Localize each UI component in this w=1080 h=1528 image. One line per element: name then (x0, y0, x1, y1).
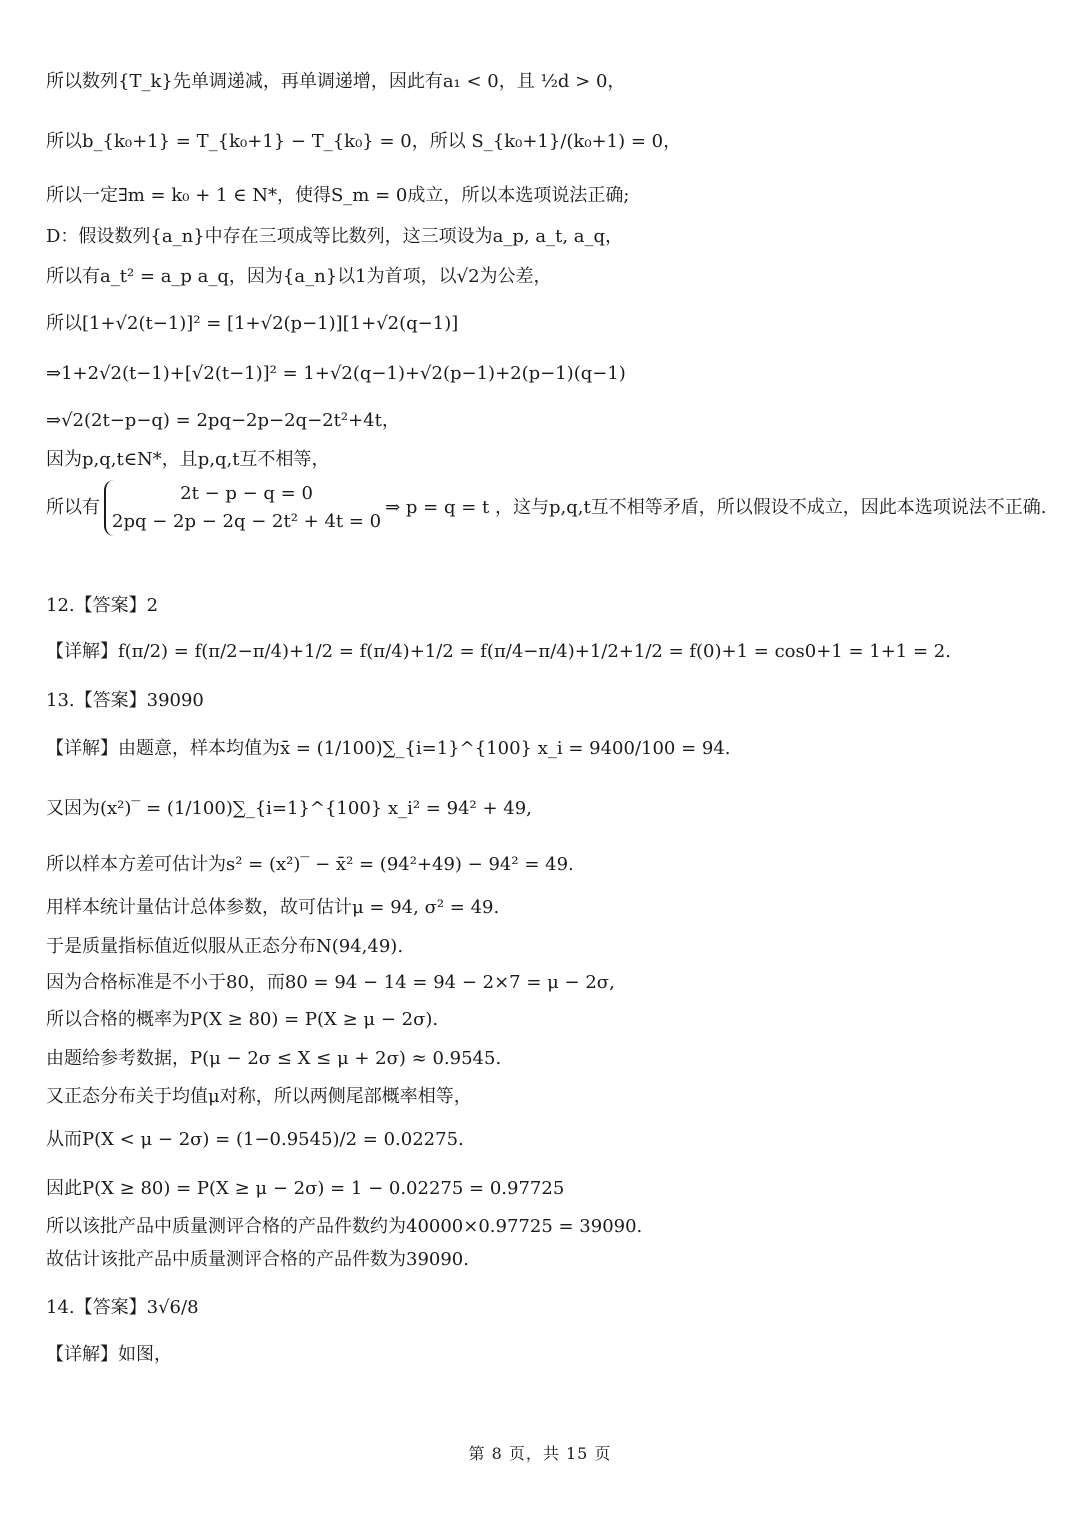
answer-heading-13: 13.【答案】39090 (46, 690, 204, 711)
equation-system (104, 480, 381, 536)
text-line: 所以有a_t² = a_p a_q，因为{a_n}以1为首项，以√2为公差， (46, 266, 552, 287)
text-line: 于是质量指标值近似服从正态分布N(94,49). (46, 936, 404, 957)
text-line: 所以数列{T_k}先单调递减，再单调递增，因此有a₁ < 0，且 ½d > 0， (46, 71, 626, 92)
text-line: 因为合格标准是不小于80，而80 = 94 − 14 = 94 − 2×7 = μ − 2σ, (46, 972, 615, 993)
text-line: 所以合格的概率为P(X ≥ 80) = P(X ≥ μ − 2σ). (46, 1009, 439, 1030)
text-line: 故估计该批产品中质量测评合格的产品件数为39090. (46, 1249, 469, 1270)
text-line: 从而P(X < μ − 2σ) = (1−0.9545)/2 = 0.02275. (46, 1129, 464, 1150)
text-line: 用样本统计量估计总体参数，故可估计μ = 94, σ² = 49. (46, 897, 500, 918)
text-line: 所以[1+√2(t−1)]² = [1+√2(p−1)][1+√2(q−1)] (46, 313, 459, 334)
text-line: 因为p,q,t∈N*，且p,q,t互不相等， (46, 449, 330, 470)
text-line: 所以样本方差可估计为s² = (x²)‾ − x̄² = (94²+49) − 94² = 49. (46, 854, 574, 875)
text-line: 又因为(x²)‾ = (1/100)∑_{i=1}^{100} x_i² = 94² + 49, (46, 798, 532, 819)
system-eq-1: 2t − p − q = 0 (180, 483, 313, 504)
text-line: 所以b_{k₀+1} = T_{k₀+1} − T_{k₀} = 0，所以 S_{k₀+1}/(k₀+1) = 0， (46, 131, 682, 152)
system-conclusion: ⇒ p = q = t ，这与p,q,t互不相等矛盾，所以假设不成立，因此本选项说法不正确. (385, 497, 1047, 518)
equation-system-line (46, 478, 1050, 538)
answer-heading-14: 14.【答案】3√6/8 (46, 1297, 199, 1318)
text-line: 所以该批产品中质量测评合格的产品件数约为40000×0.97725 = 39090. (46, 1216, 643, 1237)
answer-heading-12: 12.【答案】2 (46, 595, 159, 616)
system-eq-2: 2pq − 2p − 2q − 2t² + 4t = 0 (112, 511, 382, 532)
text-line: ⇒1+2√2(t−1)+[√2(t−1)]² = 1+√2(q−1)+√2(p−1)+2(p−1)(q−1) (46, 363, 626, 384)
page-footer: 第 8 页，共 15 页 (468, 1444, 612, 1463)
text-line: 由题给参考数据，P(μ − 2σ ≤ X ≤ μ + 2σ) ≈ 0.9545. (46, 1048, 502, 1069)
text-line: 【详解】由题意，样本均值为x̄ = (1/100)∑_{i=1}^{100} x_i = 9400/100 = 94. (46, 738, 731, 759)
text-line: 因此P(X ≥ 80) = P(X ≥ μ − 2σ) = 1 − 0.02275 = 0.97725 (46, 1178, 565, 1199)
text-line: 【详解】f(π/2) = f(π/2−π/4)+1/2 = f(π/4)+1/2 = f(π/4−π/4)+1/2+1/2 = f(0)+1 = cos0+1 = 1+1 = 2. (46, 641, 951, 662)
system-lead: 所以有 (46, 497, 100, 518)
text-line: 所以一定∃m = k₀ + 1 ∈ N*，使得S_m = 0成立，所以本选项说法正确; (46, 185, 630, 206)
text-line: ⇒√2(2t−p−q) = 2pq−2p−2q−2t²+4t， (46, 410, 400, 431)
text-line: 又正态分布关于均值μ对称，所以两侧尾部概率相等， (46, 1086, 472, 1107)
text-line: D：假设数列{a_n}中存在三项成等比数列，这三项设为a_p, a_t, a_q， (46, 226, 624, 247)
text-line: 【详解】如图， (46, 1344, 172, 1365)
